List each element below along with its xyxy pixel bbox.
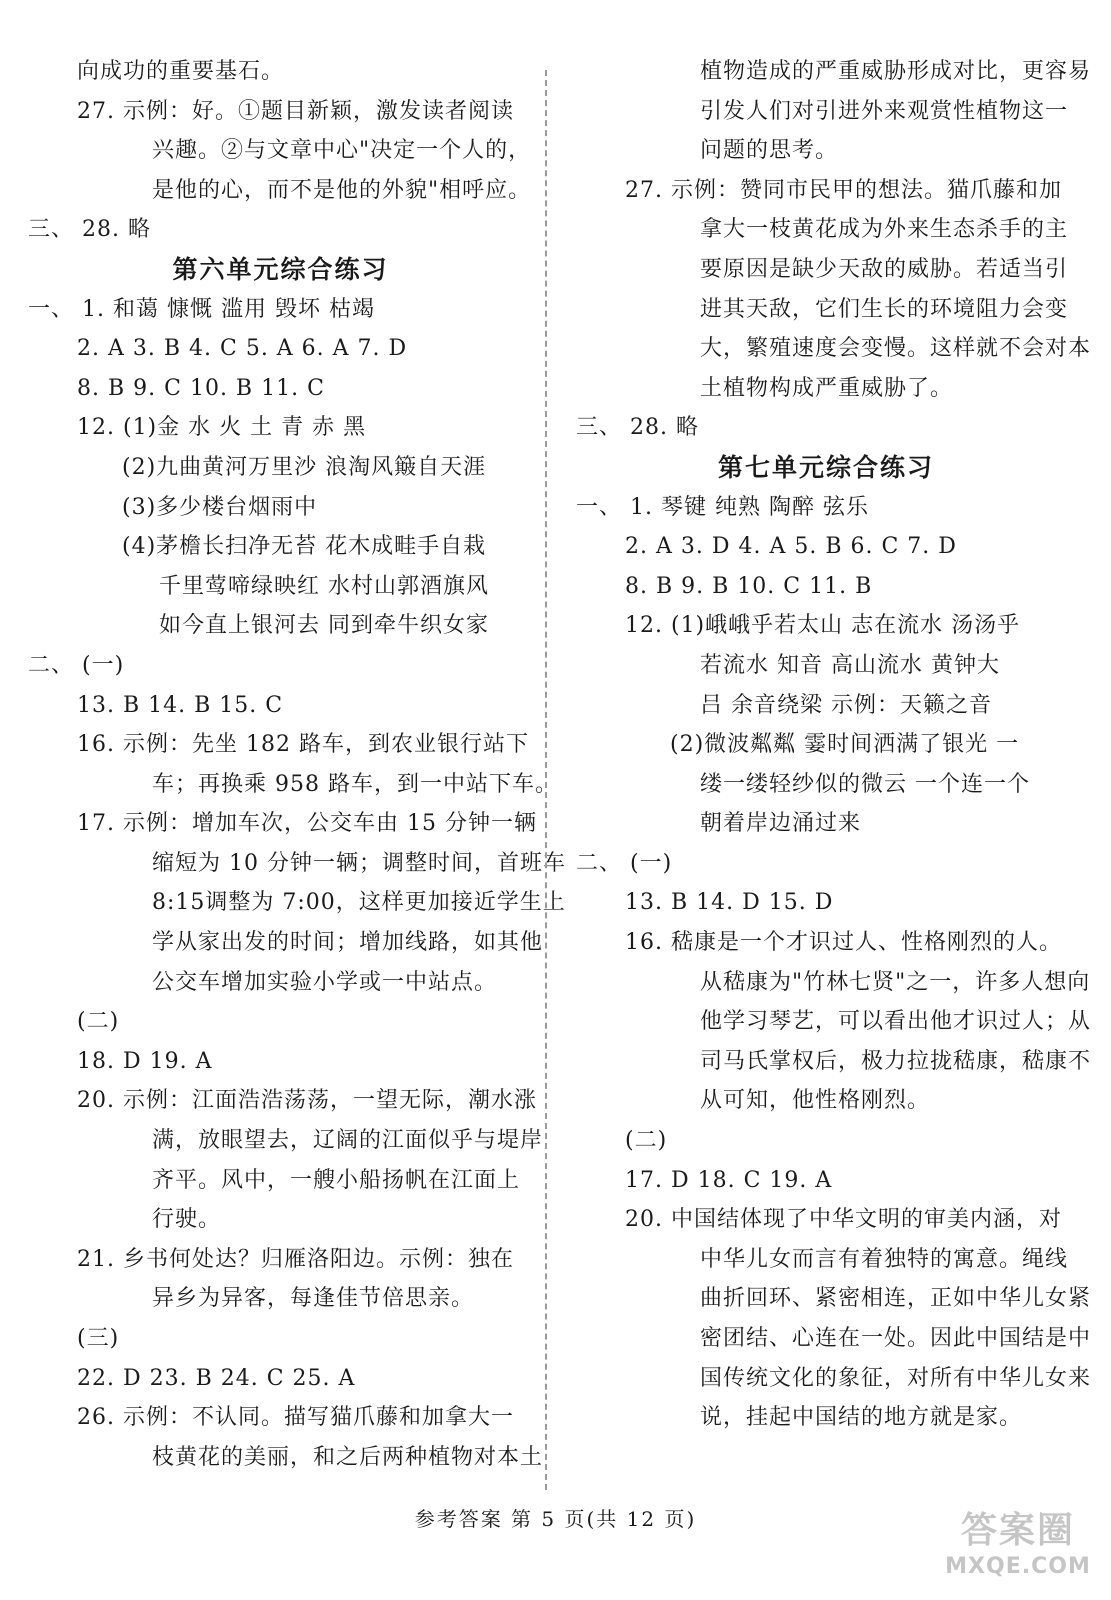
answer-line: (三) bbox=[77, 1326, 120, 1351]
answer-line: 他学习琴艺，可以看出他才识过人；从 bbox=[700, 1009, 1092, 1035]
answer-line: 兴趣。②与文章中心"决定一个人的， bbox=[152, 138, 532, 164]
answer-line: 18. D 19. A bbox=[77, 1048, 213, 1074]
answer-line: 20. 示例：江面浩浩荡荡，一望无际，潮水涨 bbox=[77, 1088, 537, 1114]
answer-line: 12. (1)金 水 火 土 青 赤 黑 bbox=[77, 415, 367, 441]
answer-line: 齐平。风中，一艘小船扬帆在江面上 bbox=[152, 1167, 521, 1193]
answer-line: (4)茅檐长扫净无苔 花木成畦手自栽 bbox=[122, 534, 487, 560]
answer-line: 朝着岸边涌过来 bbox=[700, 811, 862, 837]
answer-line: 缕一缕轻纱似的微云 一个连一个 bbox=[700, 771, 1030, 797]
answer-line: (3)多少楼台烟雨中 bbox=[122, 494, 318, 520]
watermark-logo bbox=[943, 1508, 1093, 1586]
answer-line: 12. (1)峨峨乎若太山 志在流水 汤汤乎 bbox=[625, 613, 1021, 639]
answer-line: 异乡为异客，每逢佳节倍思亲。 bbox=[152, 1286, 475, 1312]
answer-line: 满，放眼望去，辽阔的江面似乎与堤岸 bbox=[152, 1128, 544, 1154]
watermark-top-text: 答案圈 bbox=[960, 1510, 1075, 1551]
answer-line: 中华儿女而言有着独特的寓意。绳线 bbox=[700, 1246, 1069, 1272]
answer-line: 车；再换乘 958 路车，到一中站下车。 bbox=[152, 771, 558, 797]
answer-line: 植物造成的严重威胁形成对比，更容易 bbox=[700, 59, 1092, 84]
answer-line: 22. D 23. B 24. C 25. A bbox=[77, 1365, 356, 1391]
answer-line: 三、 28. 略 bbox=[576, 415, 699, 441]
answer-line: 二、 (一) bbox=[28, 652, 125, 678]
answer-line: 2. A 3. B 4. C 5. A 6. A 7. D bbox=[77, 336, 408, 362]
answer-line: 从嵇康为"竹林七贤"之一，许多人想向 bbox=[700, 969, 1091, 995]
answer-line: 行驶。 bbox=[152, 1207, 222, 1233]
answer-line: 司马氏掌权后，极力拉拢嵇康，嵇康不 bbox=[700, 1048, 1092, 1074]
answer-line: 问题的思考。 bbox=[700, 138, 839, 164]
left-column bbox=[28, 52, 566, 1477]
answer-line: 若流水 知音 高山流水 黄钟大 bbox=[700, 652, 1000, 678]
answer-line: 一、 1. 和蔼 慷慨 滥用 毁坏 枯竭 bbox=[28, 296, 375, 322]
answer-line: 16. 示例：先坐 182 路车，到农业银行站下 bbox=[77, 732, 529, 758]
answer-line: 13. B 14. D 15. D bbox=[625, 890, 834, 916]
answer-line: 三、 28. 略 bbox=[28, 217, 151, 243]
answer-line: 说，挂起中国结的地方就是家。 bbox=[700, 1405, 1023, 1431]
answer-line: 枝黄花的美丽，和之后两种植物对本土 bbox=[152, 1444, 544, 1470]
answer-line: 国传统文化的象征，对所有中华儿女来 bbox=[700, 1365, 1092, 1391]
page-footer: 参考答案 第 5 页(共 12 页) bbox=[414, 1507, 697, 1531]
answer-line: 从可知，他性格刚烈。 bbox=[700, 1088, 931, 1114]
answer-line: 拿大一枝黄花成为外来生态杀手的主 bbox=[700, 217, 1069, 243]
answer-line: 20. 中国结体现了中华文明的审美内涵，对 bbox=[625, 1207, 1062, 1233]
answer-line: 一、 1. 琴键 纯熟 陶醉 弦乐 bbox=[576, 494, 869, 520]
answer-line: 密团结、心连在一处。因此中国结是中 bbox=[700, 1326, 1092, 1351]
answer-line: 公交车增加实验小学或一中站点。 bbox=[152, 969, 498, 995]
answer-line: 引发人们对引进外来观赏性植物这一 bbox=[700, 98, 1069, 124]
answer-line: 大，繁殖速度会变慢。这样就不会对本 bbox=[700, 336, 1092, 362]
answer-line: 8. B 9. C 10. B 11. C bbox=[77, 375, 325, 401]
answer-line: (二) bbox=[625, 1128, 668, 1154]
answer-line: 土植物构成严重威胁了。 bbox=[700, 375, 954, 401]
column-divider bbox=[545, 70, 547, 1490]
answer-line: (2)微波粼粼 霎时间洒满了银光 一 bbox=[670, 732, 1020, 758]
answer-line: 缩短为 10 分钟一辆；调整时间，首班车 bbox=[152, 850, 566, 876]
answer-line: 二、 (一) bbox=[576, 850, 673, 876]
answer-line: 曲折回环、紧密相连，正如中华儿女紧 bbox=[700, 1286, 1092, 1312]
answer-line: 16. 嵇康是一个才识过人、性格刚烈的人。 bbox=[625, 930, 1062, 956]
answer-line: 要原因是缺少天敌的威胁。若适当引 bbox=[700, 256, 1069, 282]
answer-line: 17. D 18. C 19. A bbox=[625, 1167, 833, 1193]
answer-line: 如今直上银河去 同到牵牛织女家 bbox=[159, 613, 489, 639]
answer-line: 17. 示例：增加车次，公交车由 15 分钟一辆 bbox=[77, 811, 537, 837]
answer-line: 8:15调整为 7:00，这样更加接近学生上 bbox=[152, 890, 566, 916]
watermark-bottom-text: MXQE.COM bbox=[945, 1554, 1091, 1579]
answer-line: 13. B 14. B 15. C bbox=[77, 692, 284, 718]
section-heading: 第六单元综合练习 bbox=[172, 254, 389, 284]
right-column bbox=[576, 52, 1092, 1438]
section-heading: 第七单元综合练习 bbox=[717, 452, 934, 482]
answer-line: 2. A 3. D 4. A 5. B 6. C 7. D bbox=[625, 534, 957, 560]
answer-line: 千里莺啼绿映红 水村山郭酒旗风 bbox=[159, 573, 489, 599]
answer-line: 是他的心，而不是他的外貌"相呼应。 bbox=[152, 177, 532, 203]
answer-line: 27. 示例：好。①题目新颖，激发读者阅读 bbox=[77, 98, 514, 124]
answer-line: 学从家出发的时间；增加线路，如其他 bbox=[152, 930, 544, 956]
answer-line: 进其天敌，它们生长的环境阻力会变 bbox=[700, 296, 1069, 322]
answer-line: 21. 乡书何处达？归雁洛阳边。示例：独在 bbox=[77, 1246, 514, 1272]
answer-line: 26. 示例：不认同。描写猫爪藤和加拿大一 bbox=[77, 1405, 514, 1431]
answer-line: 27. 示例：赞同市民甲的想法。猫爪藤和加 bbox=[625, 177, 1062, 203]
answer-line: 向成功的重要基石。 bbox=[77, 59, 285, 84]
answer-line: 8. B 9. B 10. C 11. B bbox=[625, 573, 873, 599]
answer-line: (2)九曲黄河万里沙 浪淘风簸自天涯 bbox=[122, 454, 487, 480]
answer-line: (二) bbox=[77, 1009, 120, 1035]
answer-line: 吕 余音绕梁 示例：天籁之音 bbox=[700, 692, 992, 718]
